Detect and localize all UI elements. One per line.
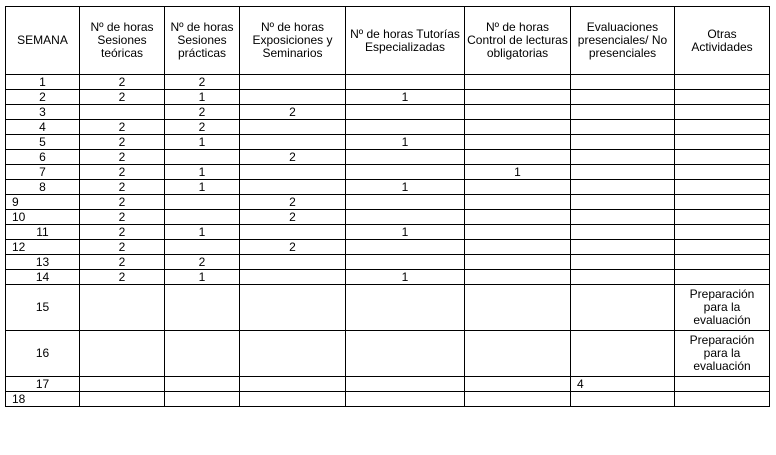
lecturas-cell: [465, 135, 571, 150]
otras-cell: [675, 270, 770, 285]
practicas-cell: [165, 210, 240, 225]
teoricas-cell: 2: [80, 90, 165, 105]
exposiciones-cell: [240, 135, 346, 150]
teoricas-cell: 2: [80, 240, 165, 255]
otras-cell: [675, 90, 770, 105]
semana-cell: 8: [6, 180, 80, 195]
header-control-lecturas: Nº de horas Control de lecturas obligatorias: [465, 7, 571, 75]
exposiciones-cell: [240, 90, 346, 105]
semana-cell: 2: [6, 90, 80, 105]
table-row: [6, 120, 770, 135]
otras-cell: [675, 150, 770, 165]
otras-cell: [675, 392, 770, 407]
schedule-table: [5, 6, 770, 407]
teoricas-cell: 2: [80, 210, 165, 225]
evaluaciones-cell: [571, 180, 675, 195]
table-row: [6, 165, 770, 180]
practicas-cell: 1: [165, 135, 240, 150]
exposiciones-cell: 2: [240, 210, 346, 225]
teoricas-cell: 2: [80, 165, 165, 180]
semana-cell: 7: [6, 165, 80, 180]
practicas-cell: 2: [165, 255, 240, 270]
schedule-body: [6, 75, 770, 407]
table-row: [6, 331, 770, 377]
exposiciones-cell: [240, 165, 346, 180]
practicas-cell: 1: [165, 225, 240, 240]
tutorias-cell: 1: [346, 270, 465, 285]
practicas-cell: 1: [165, 90, 240, 105]
evaluaciones-cell: [571, 120, 675, 135]
tutorias-cell: [346, 331, 465, 377]
otras-cell: [675, 377, 770, 392]
exposiciones-cell: [240, 270, 346, 285]
evaluaciones-cell: [571, 210, 675, 225]
tutorias-cell: [346, 105, 465, 120]
practicas-cell: 1: [165, 270, 240, 285]
lecturas-cell: [465, 75, 571, 90]
table-row: [6, 135, 770, 150]
tutorias-cell: [346, 255, 465, 270]
practicas-cell: [165, 331, 240, 377]
evaluaciones-cell: [571, 105, 675, 120]
semana-cell: 9: [6, 195, 80, 210]
exposiciones-cell: [240, 331, 346, 377]
table-row: [6, 240, 770, 255]
tutorias-cell: 1: [346, 225, 465, 240]
practicas-cell: 2: [165, 105, 240, 120]
semana-cell: 4: [6, 120, 80, 135]
teoricas-cell: [80, 377, 165, 392]
lecturas-cell: [465, 105, 571, 120]
table-row: [6, 225, 770, 240]
evaluaciones-cell: [571, 392, 675, 407]
evaluaciones-cell: [571, 225, 675, 240]
table-row: [6, 150, 770, 165]
teoricas-cell: 2: [80, 180, 165, 195]
exposiciones-cell: [240, 392, 346, 407]
evaluaciones-cell: [571, 270, 675, 285]
semana-cell: 16: [6, 331, 80, 377]
semana-cell: 12: [6, 240, 80, 255]
header-row: [6, 7, 770, 75]
teoricas-cell: 2: [80, 120, 165, 135]
teoricas-cell: 2: [80, 150, 165, 165]
evaluaciones-cell: [571, 331, 675, 377]
table-row: [6, 75, 770, 90]
evaluaciones-cell: [571, 150, 675, 165]
lecturas-cell: [465, 377, 571, 392]
semana-cell: 3: [6, 105, 80, 120]
table-row: [6, 270, 770, 285]
practicas-cell: [165, 285, 240, 331]
semana-cell: 18: [6, 392, 80, 407]
lecturas-cell: [465, 255, 571, 270]
otras-cell: [675, 120, 770, 135]
tutorias-cell: [346, 285, 465, 331]
evaluaciones-cell: [571, 255, 675, 270]
table-row: [6, 195, 770, 210]
semana-cell: 1: [6, 75, 80, 90]
lecturas-cell: [465, 195, 571, 210]
otras-cell: [675, 240, 770, 255]
tutorias-cell: [346, 392, 465, 407]
semana-cell: 6: [6, 150, 80, 165]
teoricas-cell: 2: [80, 195, 165, 210]
table-row: [6, 90, 770, 105]
teoricas-cell: 2: [80, 225, 165, 240]
practicas-cell: 2: [165, 75, 240, 90]
exposiciones-cell: [240, 285, 346, 331]
tutorias-cell: 1: [346, 180, 465, 195]
semana-cell: 17: [6, 377, 80, 392]
practicas-cell: [165, 195, 240, 210]
header-semana: SEMANA: [6, 7, 80, 75]
lecturas-cell: [465, 90, 571, 105]
tutorias-cell: [346, 75, 465, 90]
evaluaciones-cell: [571, 135, 675, 150]
evaluaciones-cell: [571, 240, 675, 255]
evaluaciones-cell: [571, 165, 675, 180]
evaluaciones-cell: [571, 285, 675, 331]
exposiciones-cell: [240, 180, 346, 195]
practicas-cell: 1: [165, 180, 240, 195]
semana-cell: 11: [6, 225, 80, 240]
practicas-cell: 1: [165, 165, 240, 180]
otras-cell: [675, 75, 770, 90]
tutorias-cell: 1: [346, 135, 465, 150]
exposiciones-cell: 2: [240, 105, 346, 120]
teoricas-cell: [80, 331, 165, 377]
teoricas-cell: [80, 392, 165, 407]
header-evaluaciones: Evaluaciones presenciales/ No presenciales: [571, 7, 675, 75]
practicas-cell: 2: [165, 120, 240, 135]
tutorias-cell: [346, 210, 465, 225]
otras-cell: [675, 255, 770, 270]
tutorias-cell: [346, 195, 465, 210]
exposiciones-cell: 2: [240, 195, 346, 210]
table-row: [6, 255, 770, 270]
semana-cell: 10: [6, 210, 80, 225]
lecturas-cell: [465, 225, 571, 240]
otras-cell: [675, 135, 770, 150]
header-exposiciones-seminarios: Nº de horas Exposiciones y Seminarios: [240, 7, 346, 75]
tutorias-cell: 1: [346, 90, 465, 105]
tutorias-cell: [346, 165, 465, 180]
lecturas-cell: [465, 240, 571, 255]
otras-cell: [675, 195, 770, 210]
semana-cell: 14: [6, 270, 80, 285]
header-sesiones-practicas: Nº de horas Sesiones prácticas: [165, 7, 240, 75]
lecturas-cell: [465, 210, 571, 225]
semana-cell: 15: [6, 285, 80, 331]
header-otras-actividades: Otras Actividades: [675, 7, 770, 75]
tutorias-cell: [346, 150, 465, 165]
teoricas-cell: 2: [80, 135, 165, 150]
header-tutorias-especializadas: Nº de horas Tutorías Especializadas: [346, 7, 465, 75]
exposiciones-cell: [240, 377, 346, 392]
otras-cell: [675, 105, 770, 120]
table-row: [6, 392, 770, 407]
exposiciones-cell: [240, 75, 346, 90]
lecturas-cell: [465, 270, 571, 285]
header-sesiones-teoricas: Nº de horas Sesiones teóricas: [80, 7, 165, 75]
teoricas-cell: 2: [80, 75, 165, 90]
exposiciones-cell: [240, 255, 346, 270]
lecturas-cell: [465, 331, 571, 377]
tutorias-cell: [346, 120, 465, 135]
table-row: [6, 210, 770, 225]
lecturas-cell: 1: [465, 165, 571, 180]
evaluaciones-cell: [571, 90, 675, 105]
lecturas-cell: [465, 180, 571, 195]
teoricas-cell: 2: [80, 255, 165, 270]
lecturas-cell: [465, 285, 571, 331]
evaluaciones-cell: [571, 75, 675, 90]
semana-cell: 13: [6, 255, 80, 270]
exposiciones-cell: 2: [240, 240, 346, 255]
table-row: [6, 105, 770, 120]
otras-cell: [675, 165, 770, 180]
lecturas-cell: [465, 120, 571, 135]
lecturas-cell: [465, 150, 571, 165]
otras-cell: Preparación para la evaluación: [675, 285, 770, 331]
practicas-cell: [165, 377, 240, 392]
otras-cell: [675, 180, 770, 195]
table-row: [6, 180, 770, 195]
teoricas-cell: [80, 105, 165, 120]
otras-cell: [675, 210, 770, 225]
tutorias-cell: [346, 240, 465, 255]
evaluaciones-cell: 4: [571, 377, 675, 392]
table-row: [6, 285, 770, 331]
practicas-cell: [165, 392, 240, 407]
evaluaciones-cell: [571, 195, 675, 210]
otras-cell: Preparación para la evaluación: [675, 331, 770, 377]
otras-cell: [675, 225, 770, 240]
semana-cell: 5: [6, 135, 80, 150]
lecturas-cell: [465, 392, 571, 407]
teoricas-cell: 2: [80, 270, 165, 285]
table-row: [6, 377, 770, 392]
tutorias-cell: [346, 377, 465, 392]
exposiciones-cell: [240, 120, 346, 135]
practicas-cell: [165, 150, 240, 165]
exposiciones-cell: 2: [240, 150, 346, 165]
practicas-cell: [165, 240, 240, 255]
teoricas-cell: [80, 285, 165, 331]
exposiciones-cell: [240, 225, 346, 240]
